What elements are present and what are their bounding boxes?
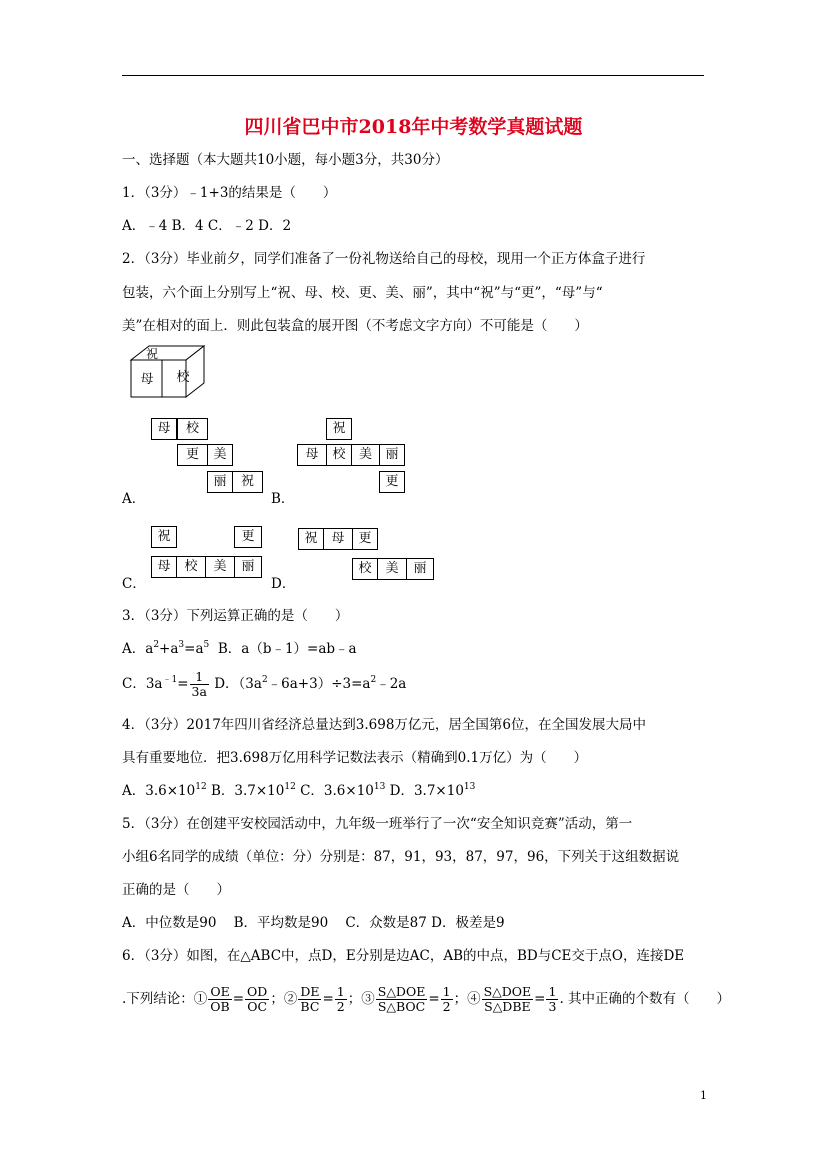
denominator: S△BOC bbox=[377, 999, 426, 1014]
equals: = bbox=[232, 991, 245, 1007]
fraction bbox=[441, 985, 453, 1014]
equals: = bbox=[177, 676, 189, 692]
exp: 2 bbox=[261, 675, 268, 685]
fraction bbox=[335, 985, 347, 1014]
fraction bbox=[298, 985, 321, 1014]
fraction bbox=[208, 985, 231, 1014]
equals: = bbox=[428, 991, 440, 1007]
equals: = bbox=[534, 991, 546, 1007]
net-c-cell: 更 bbox=[234, 526, 262, 548]
numerator: 1 bbox=[548, 984, 557, 999]
page-title: 四川省巴中市2018年中考数学真题试题 bbox=[244, 116, 583, 138]
option-b-label: B． bbox=[271, 491, 295, 507]
q5-line3: 正确的是（ ） bbox=[122, 882, 230, 898]
exp: 12 bbox=[284, 782, 296, 792]
net-b-cell: 美 bbox=[351, 444, 380, 466]
net-d-cell: 丽 bbox=[406, 558, 434, 580]
fraction bbox=[190, 670, 209, 699]
q6-sep: ；② bbox=[270, 991, 298, 1007]
net-b-cell: 祝 bbox=[326, 418, 352, 440]
q4-opt-b: B．3.7×10 bbox=[206, 783, 285, 799]
option-d-label: D． bbox=[271, 576, 296, 592]
net-d-cell: 校 bbox=[352, 558, 378, 580]
denominator: 3 bbox=[548, 999, 557, 1014]
cube-side-label: 校 bbox=[176, 370, 190, 385]
net-c-cell: 校 bbox=[176, 556, 206, 578]
q3-opt-c: C．3a bbox=[122, 676, 163, 692]
exp: 2 bbox=[370, 675, 377, 685]
q6-line2 bbox=[122, 979, 730, 1019]
section-heading: 一、选择题（本大题共10小题，每小题3分，共30分） bbox=[122, 152, 449, 168]
exp: 12 bbox=[195, 782, 207, 792]
option-a-label: A． bbox=[122, 491, 146, 507]
numerator: DE bbox=[300, 984, 320, 999]
numerator: S△DOE bbox=[483, 984, 532, 999]
q3-opt-a-mid2: =a bbox=[184, 641, 204, 657]
option-c-label: C． bbox=[122, 576, 146, 592]
q3-stem: 3．（3分）下列运算正确的是（ ） bbox=[122, 608, 349, 624]
net-a-cell: 更 bbox=[177, 444, 208, 466]
q4-opt-a: A．3.6×10 bbox=[122, 783, 196, 799]
q4-opt-c: C．3.6×10 bbox=[295, 783, 374, 799]
numerator: OE bbox=[208, 985, 231, 1000]
numerator: S△DOE bbox=[377, 984, 426, 999]
q3-options-ab bbox=[122, 640, 357, 658]
q3-options-cd bbox=[122, 667, 406, 701]
numerator: 1 bbox=[442, 984, 451, 999]
q2-line3: 美”在相对的面上．则此包装盒的展开图（不考虑文字方向）不可能是（ ） bbox=[122, 318, 588, 334]
net-d-cell: 祝 bbox=[298, 528, 324, 550]
fraction bbox=[376, 985, 428, 1014]
denominator: OC bbox=[247, 999, 268, 1014]
q4-line1: 4．（3分）2017年四川省经济总量达到3.698万亿元，居全国第6位，在全国发展大局中 bbox=[122, 717, 647, 733]
exp: ﹣1 bbox=[162, 675, 178, 685]
q6-sep: ；④ bbox=[453, 991, 481, 1007]
net-b-cell: 母 bbox=[297, 444, 327, 466]
q4-opt-d: D．3.7×10 bbox=[385, 783, 464, 799]
q3-opt-d: D．（3a bbox=[214, 676, 262, 692]
net-a-cell: 美 bbox=[207, 444, 233, 466]
q3-opt-b: B．a（b﹣1）=ab﹣a bbox=[209, 641, 357, 657]
exp: 13 bbox=[463, 782, 476, 792]
denominator: BC bbox=[300, 999, 320, 1014]
cube-figure bbox=[128, 343, 208, 400]
net-d-cell: 更 bbox=[352, 528, 378, 550]
exp: 2 bbox=[153, 640, 160, 650]
q2-line1: 2．（3分）毕业前夕，同学们准备了一份礼物送给自己的母校，现用一个正方体盒子进行 bbox=[122, 251, 646, 267]
net-c-cell: 母 bbox=[151, 556, 177, 578]
q5-line1: 5．（3分）在创建平安校园活动中，九年级一班举行了一次“安全知识竞赛”活动，第一 bbox=[122, 816, 633, 832]
page-number: 1 bbox=[700, 1089, 707, 1102]
net-b-cell: 校 bbox=[326, 444, 352, 466]
q3-opt-d-post: ﹣2a bbox=[376, 676, 407, 692]
q1-options: A．﹣4 B．4 C．﹣2 D．2 bbox=[122, 218, 292, 234]
net-a-cell: 校 bbox=[177, 418, 208, 440]
fraction bbox=[482, 985, 534, 1014]
q5-options: A．中位数是90 B．平均数是90 C．众数是87 D．极差是9 bbox=[122, 915, 505, 931]
q3-opt-d-mid: ﹣6a+3）÷3=a bbox=[267, 676, 371, 692]
denominator: 2 bbox=[336, 999, 345, 1014]
denominator: OB bbox=[210, 999, 230, 1014]
exp: 13 bbox=[373, 782, 386, 792]
net-b-cell: 丽 bbox=[379, 444, 405, 466]
net-c-cell: 丽 bbox=[234, 556, 262, 578]
net-c-cell: 祝 bbox=[151, 526, 177, 548]
q4-options bbox=[122, 782, 475, 800]
exp: 5 bbox=[203, 640, 210, 650]
q6-line1: 6．（3分）如图，在△ABC中，点D，E分别是边AC，AB的中点，BD与CE交于点O，连接DE bbox=[122, 948, 685, 964]
q1-stem: 1．（3分）﹣1+3的结果是（ ） bbox=[122, 185, 337, 201]
net-d-cell: 母 bbox=[323, 528, 353, 550]
net-a-cell: 祝 bbox=[232, 471, 263, 493]
q3-opt-a-mid: +a bbox=[159, 641, 179, 657]
net-a-cell: 母 bbox=[151, 418, 177, 440]
fraction bbox=[546, 985, 558, 1014]
cube-front-label: 母 bbox=[140, 372, 154, 387]
header-rule bbox=[122, 75, 704, 76]
exp: 3 bbox=[178, 640, 185, 650]
net-d-cell: 美 bbox=[377, 558, 407, 580]
denominator: 2 bbox=[442, 999, 451, 1014]
equals: = bbox=[322, 991, 334, 1007]
denominator: S△DBE bbox=[484, 999, 531, 1014]
q4-line2: 具有重要地位．把3.698万亿用科学记数法表示（精确到0.1万亿）为（ ） bbox=[122, 750, 588, 766]
numerator: 1 bbox=[190, 670, 209, 685]
q3-opt-a: A．a bbox=[122, 641, 154, 657]
numerator: OD bbox=[247, 984, 268, 999]
q6-pre: .下列结论：① bbox=[122, 991, 208, 1007]
denominator: 3a bbox=[191, 684, 207, 699]
cube-top-label: 祝 bbox=[145, 347, 159, 361]
q2-line2: 包装，六个面上分别写上“祝、母、校、更、美、丽”，其中“祝”与“更”，“母”与“ bbox=[122, 285, 603, 301]
fraction bbox=[245, 985, 269, 1014]
q6-post: . 其中正确的个数有（ ） bbox=[559, 991, 731, 1007]
q6-sep: ；③ bbox=[347, 991, 375, 1007]
q5-line2: 小组6名同学的成绩（单位：分）分别是：87，91，93，87，97，96，下列关于这组数据说 bbox=[122, 849, 680, 865]
numerator: 1 bbox=[336, 984, 345, 999]
net-c-cell: 美 bbox=[205, 556, 235, 578]
net-b-cell: 更 bbox=[379, 471, 405, 493]
net-a-cell: 丽 bbox=[207, 471, 233, 493]
